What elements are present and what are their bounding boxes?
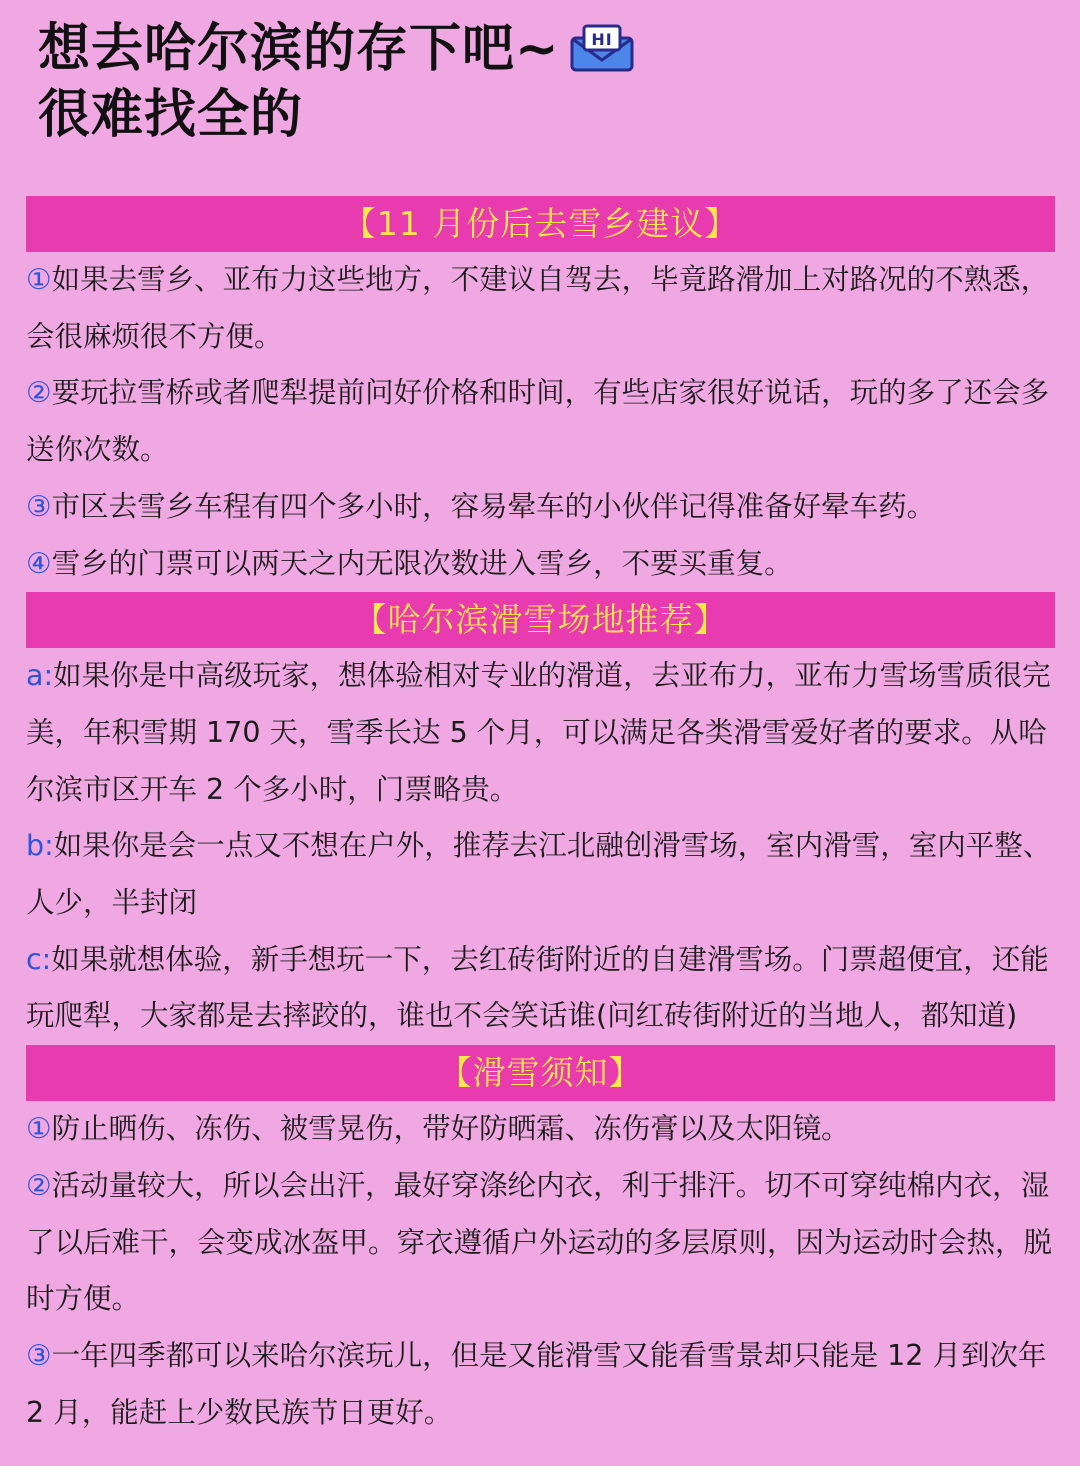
list-item [26, 536, 1055, 593]
title-text-1: 想去哈尔滨的存下吧~ [38, 19, 560, 79]
list-item [26, 648, 1055, 818]
item-marker: c: [26, 942, 52, 976]
item-marker: a: [26, 659, 54, 693]
item-marker: ② [26, 1168, 52, 1202]
item-text: 如果你是会一点又不想在户外，推荐去江北融创滑雪场，室内滑雪，室内平整、人少，半封闭 [26, 829, 1052, 920]
section-ski-tips [26, 1045, 1055, 1441]
list-item [26, 1101, 1055, 1158]
list-item [26, 479, 1055, 536]
item-marker: ② [26, 376, 52, 410]
item-text: 防止晒伤、冻伤、被雪晃伤，带好防晒霜、冻伤膏以及太阳镜。 [51, 1112, 850, 1146]
list-item [26, 365, 1055, 478]
item-text: 如果去雪乡、亚布力这些地方，不建议自驾去，毕竟路滑加上对路况的不熟悉，会很麻烦很不方便。 [26, 263, 1050, 353]
list-item [26, 932, 1055, 1045]
hi-mail-icon [570, 24, 634, 72]
item-marker: b: [26, 829, 54, 863]
item-marker: ③ [26, 489, 52, 523]
item-marker: ③ [26, 1338, 52, 1372]
item-text: 活动量较大，所以会出汗，最好穿涤纶内衣，利于排汗。切不可穿纯棉内衣，湿了以后难干，会变成冰盔甲。穿衣遵循户外运动的多层原则，因为运动时会热，脱时方便。 [26, 1168, 1053, 1316]
section-heading: 【哈尔滨滑雪场地推荐】 [26, 592, 1055, 648]
list-item [26, 1158, 1055, 1328]
section-ski-resorts [26, 592, 1055, 1045]
title-line-1 [38, 16, 634, 82]
item-text: 如果就想体验，新手想玩一下，去红砖街附近的自建滑雪场。门票超便宜，还能玩爬犁，大家都是去摔跤的，谁也不会笑话谁(问红砖街附近的当地人，都知道) [26, 942, 1049, 1033]
item-marker: ① [26, 1112, 52, 1146]
item-text: 要玩拉雪桥或者爬犁提前问好价格和时间，有些店家很好说话，玩的多了还会多送你次数。 [26, 376, 1050, 467]
list-item [26, 252, 1055, 365]
title-line-2: 很难找全的 [38, 85, 304, 145]
list-item [26, 818, 1055, 931]
item-text: 市区去雪乡车程有四个多小时，容易晕车的小伙伴记得准备好晕车药。 [51, 489, 936, 523]
list-item [26, 1328, 1055, 1441]
section-heading: 【11 月份后去雪乡建议】 [26, 196, 1055, 252]
item-marker: ① [26, 263, 52, 296]
svg-text:HI: HI [590, 30, 613, 49]
page-title [38, 16, 634, 148]
section-snow-village [26, 196, 1055, 592]
content [26, 196, 1055, 1441]
item-text: 如果你是中高级玩家，想体验相对专业的滑道，去亚布力，亚布力雪场雪质很完美，年积雪期 170 天，雪季长达 5 个月，可以满足各类滑雪爱好者的要求。从哈尔滨市区开车 2 个多小时，门票略贵。 [26, 659, 1051, 806]
item-marker: ④ [26, 546, 52, 580]
item-text: 雪乡的门票可以两天之内无限次数进入雪乡，不要买重复。 [51, 546, 793, 580]
section-heading: 【滑雪须知】 [26, 1045, 1055, 1101]
item-text: 一年四季都可以来哈尔滨玩儿，但是又能滑雪又能看雪景却只能是 12 月到次年 2 月，能赶上少数民族节日更好。 [26, 1338, 1047, 1429]
